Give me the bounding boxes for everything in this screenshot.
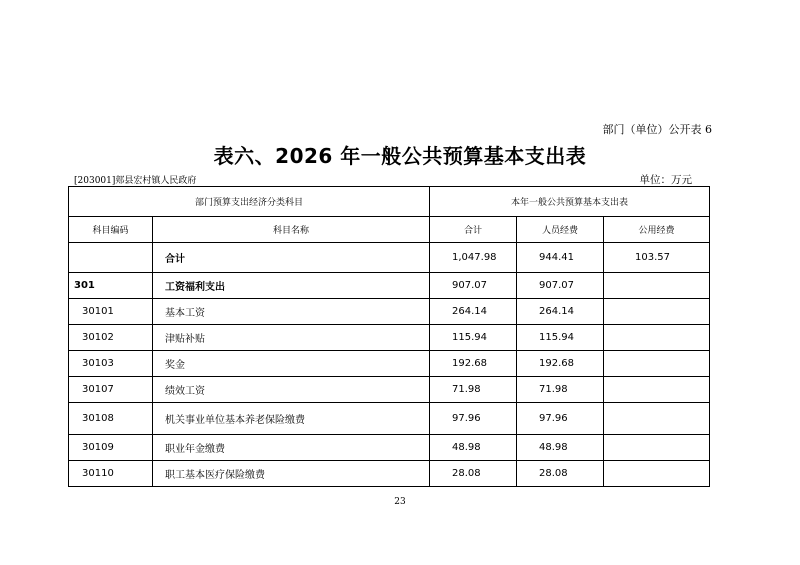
total-name: 合计 (153, 243, 430, 273)
row-public (604, 351, 710, 377)
row-total: 115.94 (430, 325, 517, 351)
row-public (604, 273, 710, 299)
table-row (69, 403, 710, 435)
row-public (604, 461, 710, 487)
row-public (604, 377, 710, 403)
row-total: 48.98 (430, 435, 517, 461)
row-code: 30110 (69, 461, 153, 487)
row-name: 工资福利支出 (153, 273, 430, 299)
total-personnel: 944.41 (517, 243, 604, 273)
row-name: 绩效工资 (153, 377, 430, 403)
row-personnel: 28.08 (517, 461, 604, 487)
row-public (604, 403, 710, 435)
total-public: 103.57 (604, 243, 710, 273)
table-row (69, 377, 710, 403)
row-code: 30103 (69, 351, 153, 377)
row-personnel: 48.98 (517, 435, 604, 461)
row-name: 奖金 (153, 351, 430, 377)
row-total: 28.08 (430, 461, 517, 487)
row-personnel: 71.98 (517, 377, 604, 403)
row-code: 30108 (69, 403, 153, 435)
row-total: 907.07 (430, 273, 517, 299)
row-code: 30102 (69, 325, 153, 351)
page-label: 部门（单位）公开表 6 (602, 123, 712, 136)
total-code (69, 243, 153, 273)
organization-label: [203001]郏县宏村镇人民政府 (74, 176, 197, 186)
row-code: 301 (69, 273, 153, 299)
table-row (69, 461, 710, 487)
table-row (69, 351, 710, 377)
row-public (604, 325, 710, 351)
row-name: 职业年金缴费 (153, 435, 430, 461)
row-public (604, 299, 710, 325)
row-personnel: 97.96 (517, 403, 604, 435)
row-personnel: 192.68 (517, 351, 604, 377)
header-name: 科目名称 (153, 217, 430, 243)
row-personnel: 264.14 (517, 299, 604, 325)
row-personnel: 115.94 (517, 325, 604, 351)
page-title: 表六、2026 年一般公共预算基本支出表 (213, 144, 587, 168)
row-total: 264.14 (430, 299, 517, 325)
total-row (69, 243, 710, 273)
row-total: 192.68 (430, 351, 517, 377)
row-name: 津贴补贴 (153, 325, 430, 351)
table-row (69, 435, 710, 461)
total-amount: 1,047.98 (430, 243, 517, 273)
header-group-right: 本年一般公共预算基本支出表 (430, 187, 710, 217)
page-number: 23 (394, 497, 406, 507)
table-row (69, 299, 710, 325)
header-total: 合计 (430, 217, 517, 243)
row-code: 30101 (69, 299, 153, 325)
budget-table (68, 186, 710, 487)
row-name: 职工基本医疗保险缴费 (153, 461, 430, 487)
row-public (604, 435, 710, 461)
header-group-left: 部门预算支出经济分类科目 (69, 187, 430, 217)
row-code: 30109 (69, 435, 153, 461)
header-public: 公用经费 (604, 217, 710, 243)
row-total: 97.96 (430, 403, 517, 435)
row-code: 30107 (69, 377, 153, 403)
row-personnel: 907.07 (517, 273, 604, 299)
table-row (69, 273, 710, 299)
header-code: 科目编码 (69, 217, 153, 243)
row-name: 基本工资 (153, 299, 430, 325)
header-personnel: 人员经费 (517, 217, 604, 243)
row-name: 机关事业单位基本养老保险缴费 (153, 403, 430, 435)
unit-label: 单位：万元 (639, 174, 692, 186)
row-total: 71.98 (430, 377, 517, 403)
table-row (69, 325, 710, 351)
